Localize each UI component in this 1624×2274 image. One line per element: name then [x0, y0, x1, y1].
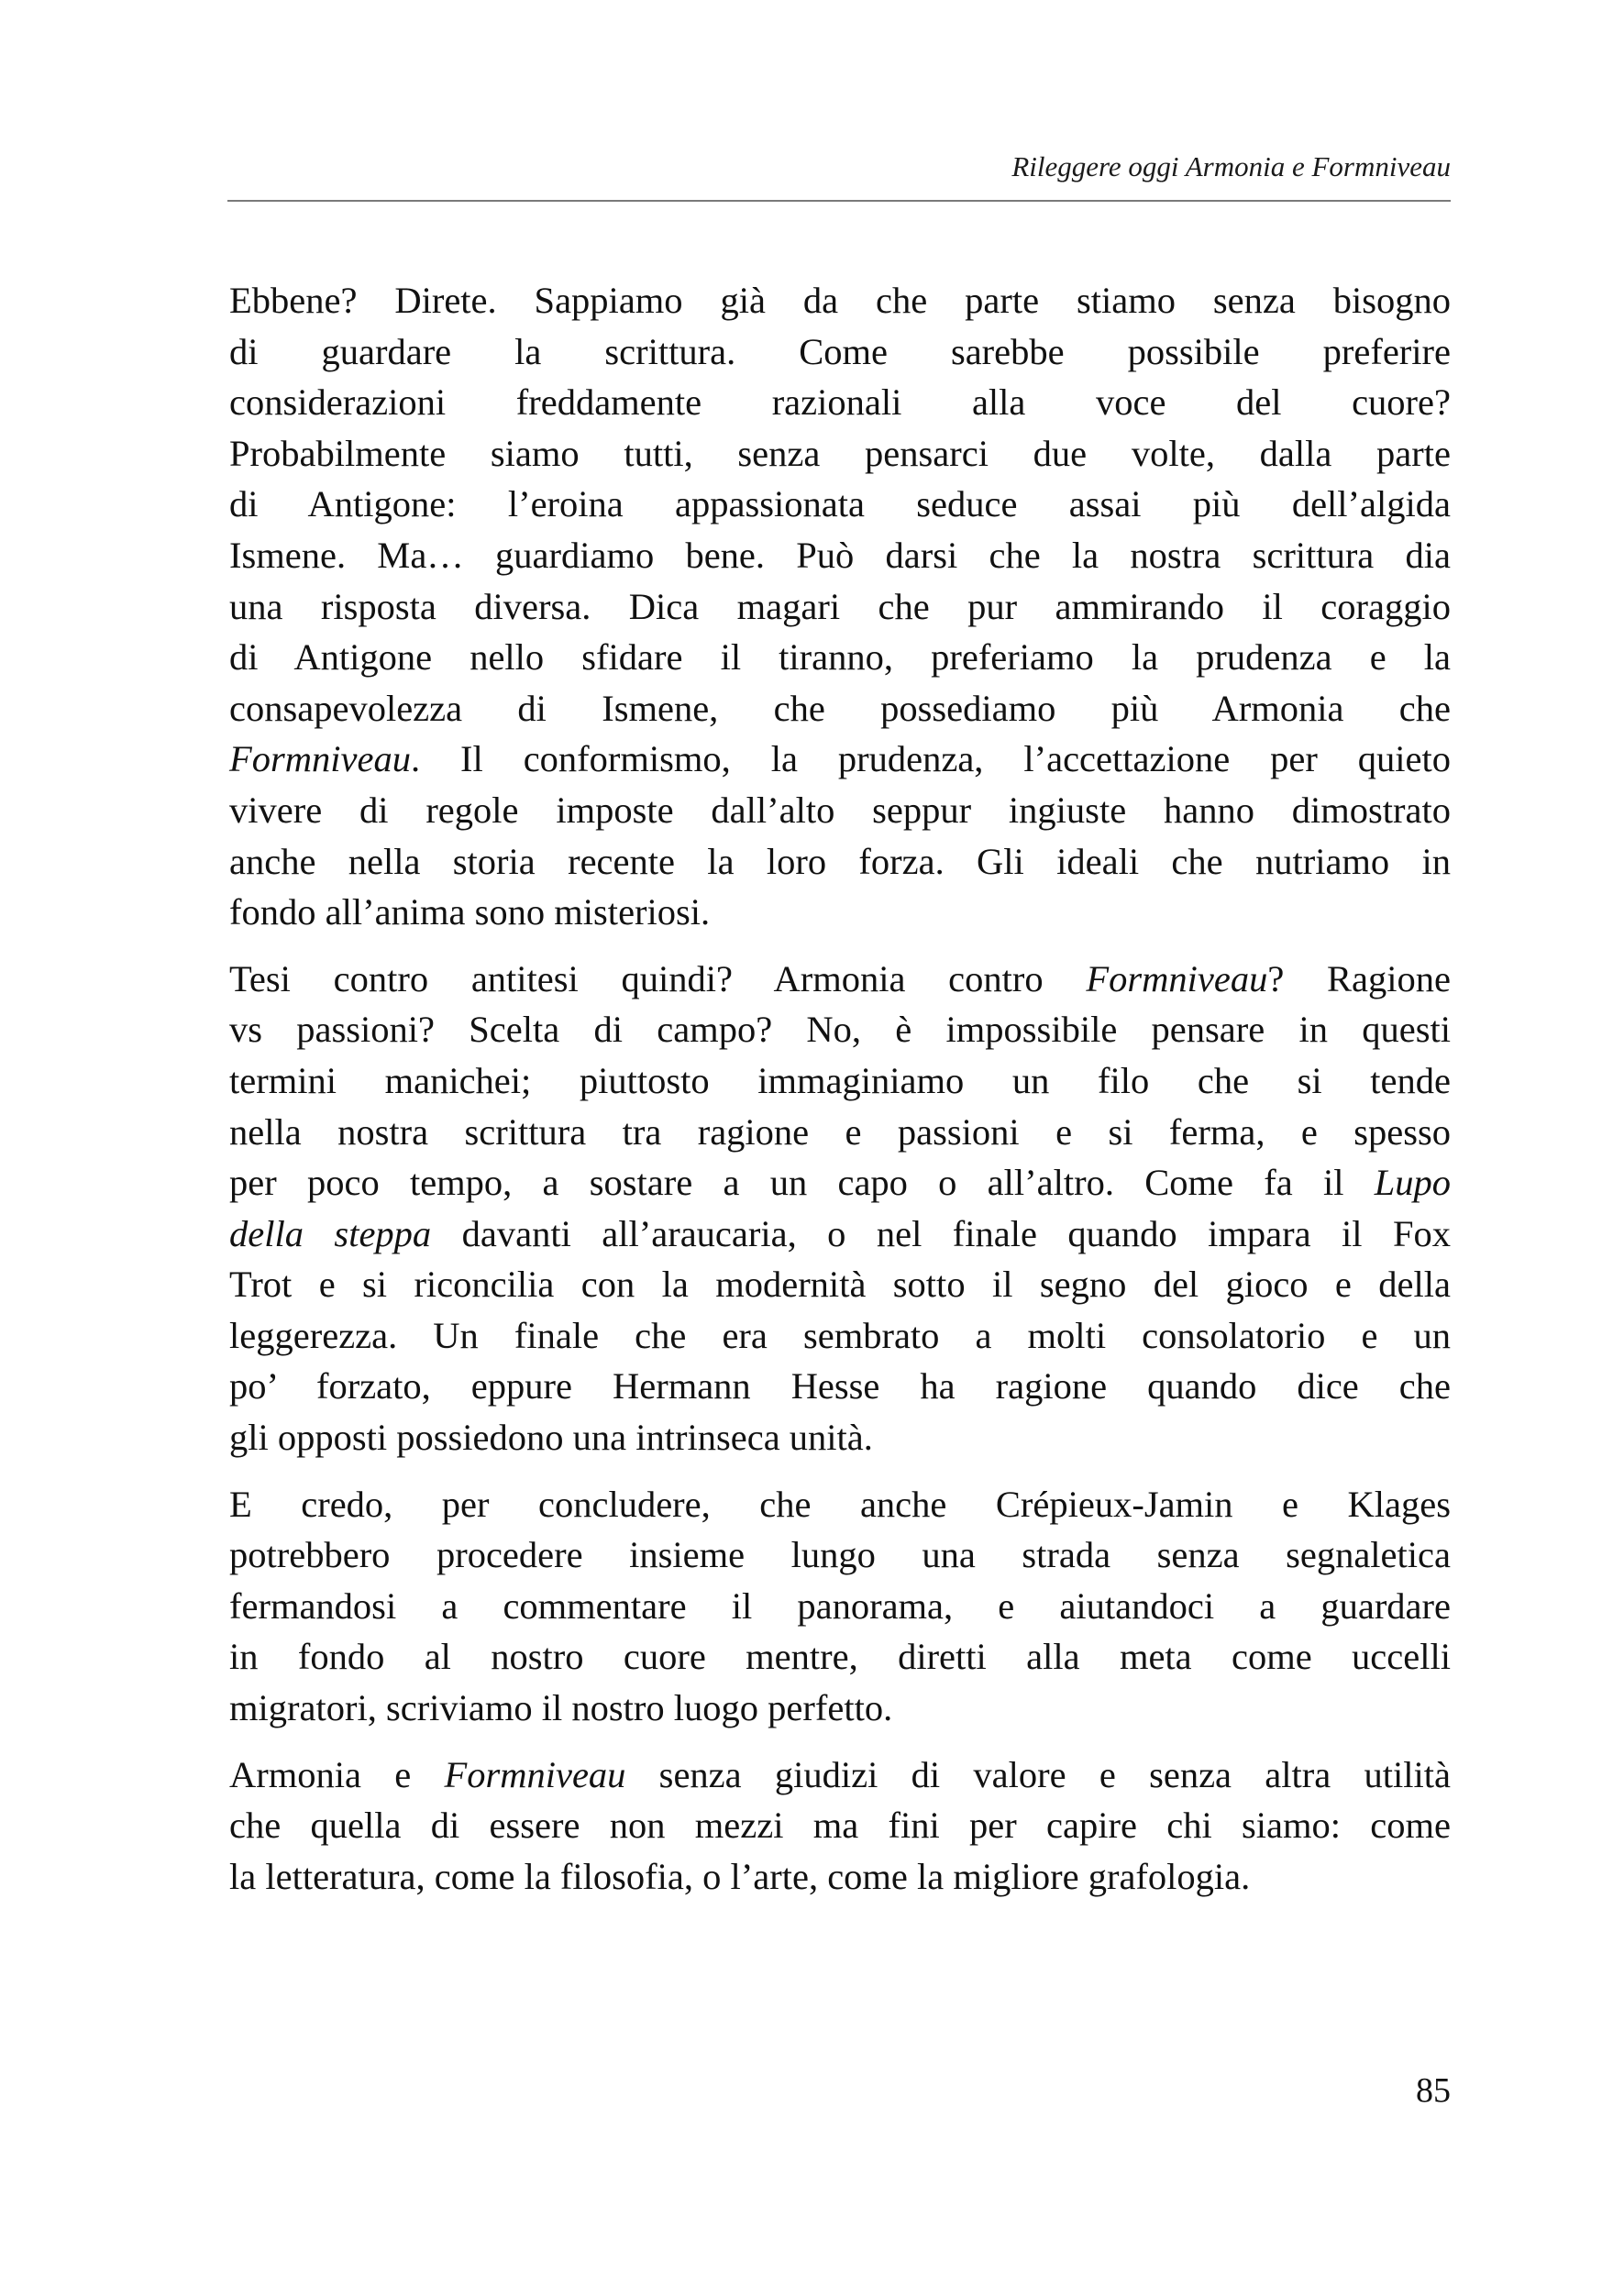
text-line: [229, 530, 1451, 581]
text-line: [229, 1107, 1451, 1158]
text-run: fondo all’anima sono misteriosi.: [229, 891, 711, 933]
text-run: Armonia e: [229, 1753, 445, 1795]
text-run: fermandosi a commentare il panorama, e aiutandoci a guardare: [229, 1584, 1451, 1627]
text-line: [229, 275, 1451, 326]
text-run: vs passioni? Scelta di campo? No, è impossibile pensare in questi: [229, 1009, 1451, 1051]
text-run: la letteratura, come la filosofia, o l’arte, come la migliore grafologia.: [229, 1855, 1251, 1897]
text-line: [229, 683, 1451, 734]
italic-title-text: della steppa: [229, 1212, 432, 1254]
text-run: in fondo al nostro cuore mentre, diretti alla meta come uccelli: [229, 1636, 1451, 1678]
text-line: [229, 1259, 1451, 1310]
text-line: [229, 954, 1451, 1005]
text-run: di Antigone nello sfidare il tiranno, preferiamo la prudenza e la: [229, 636, 1451, 679]
paragraph-2: [229, 954, 1451, 1463]
text-run: leggerezza. Un finale che era sembrato a molti consolatorio e un: [229, 1314, 1451, 1356]
page-number: 85: [1416, 2071, 1451, 2110]
text-run: Ismene. Ma… guardiamo bene. Può darsi che la nostra scrittura dia: [229, 534, 1451, 576]
text-run: migratori, scriviamo il nostro luogo perfetto.: [229, 1687, 893, 1729]
text-line: [229, 734, 1451, 785]
text-line: [229, 326, 1451, 378]
text-line: [229, 1157, 1451, 1209]
text-line: [229, 581, 1451, 633]
text-line: [229, 1683, 1451, 1734]
text-line: [229, 785, 1451, 836]
text-run: di Antigone: l’eroina appassionata seduce assai più dell’algida: [229, 483, 1451, 525]
text-run: Ebbene? Direte. Sappiamo già da che parte stiamo senza bisogno: [229, 280, 1451, 321]
text-run: gli opposti possiedono una intrinseca unità.: [229, 1417, 873, 1459]
text-line: [229, 1800, 1451, 1851]
running-head-title: Rileggere oggi Armonia e Formniveau: [1011, 150, 1451, 182]
text-run: po’ forzato, eppure Hermann Hesse ha ragione quando dice che: [229, 1365, 1451, 1407]
text-run: Tesi contro antitesi quindi? Armonia contro: [229, 957, 1087, 999]
text-line: [229, 428, 1451, 480]
text-run: consapevolezza di Ismene, che possediamo più Armonia che: [229, 687, 1451, 729]
text-run: vivere di regole imposte dall’alto seppur ingiuste hanno dimostrato: [229, 789, 1451, 831]
text-run: termini manichei; piuttosto immaginiamo un filo che si tende: [229, 1059, 1451, 1101]
text-run: E credo, per concludere, che anche Crépieux-Jamin e Klages: [229, 1483, 1451, 1525]
text-line: [229, 377, 1451, 428]
text-line: [229, 1004, 1451, 1055]
text-line: [229, 1310, 1451, 1362]
text-line: [229, 836, 1451, 888]
text-line: [229, 1529, 1451, 1581]
body-text: [229, 275, 1451, 1917]
text-line: [229, 1209, 1451, 1260]
italic-title-text: Formniveau: [229, 738, 411, 780]
text-run: per poco tempo, a sostare a un capo o all’altro. Come fa il: [229, 1162, 1375, 1204]
text-run: una risposta diversa. Dica magari che pur ammirando il coraggio: [229, 585, 1451, 627]
text-line: [229, 1631, 1451, 1683]
text-line: [229, 1581, 1451, 1632]
text-line: [229, 887, 1451, 938]
italic-title-text: Lupo: [1374, 1162, 1451, 1204]
text-run: considerazioni freddamente razionali alla voce del cuore?: [229, 381, 1451, 424]
text-line: [229, 1851, 1451, 1903]
italic-title-text: Formniveau: [444, 1753, 626, 1795]
italic-title-text: Formniveau: [1086, 957, 1268, 999]
text-run: Probabilmente siamo tutti, senza pensarci due volte, dalla parte: [229, 432, 1451, 474]
text-line: [229, 1750, 1451, 1801]
text-line: [229, 479, 1451, 530]
text-line: [229, 1479, 1451, 1530]
paragraph-4: [229, 1750, 1451, 1903]
paragraph-3: [229, 1479, 1451, 1734]
text-run: Trot e si riconcilia con la modernità sotto il segno del gioco e della: [229, 1264, 1451, 1306]
header-rule-divider: [227, 200, 1451, 202]
text-run: di guardare la scrittura. Come sarebbe possibile preferire: [229, 330, 1451, 372]
text-run: potrebbero procedere insieme lungo una strada senza segnaletica: [229, 1534, 1451, 1576]
text-line: [229, 1055, 1451, 1107]
text-run: anche nella storia recente la loro forza. Gli ideali che nutriamo in: [229, 840, 1451, 882]
text-run: senza giudizi di valore e senza altra utilità: [625, 1753, 1451, 1795]
text-run: ? Ragione: [1267, 957, 1451, 999]
text-run: nella nostra scrittura tra ragione e passioni e si ferma, e spesso: [229, 1110, 1451, 1153]
paragraph-1: [229, 275, 1451, 938]
text-line: [229, 1361, 1451, 1412]
text-line: [229, 632, 1451, 683]
text-line: [229, 1412, 1451, 1463]
text-run: davanti all’araucaria, o nel finale quando impara il Fox: [431, 1212, 1451, 1254]
text-run: che quella di essere non mezzi ma fini per capire chi siamo: come: [229, 1805, 1451, 1847]
text-run: . Il conformismo, la prudenza, l’accettazione per quieto: [410, 738, 1451, 780]
